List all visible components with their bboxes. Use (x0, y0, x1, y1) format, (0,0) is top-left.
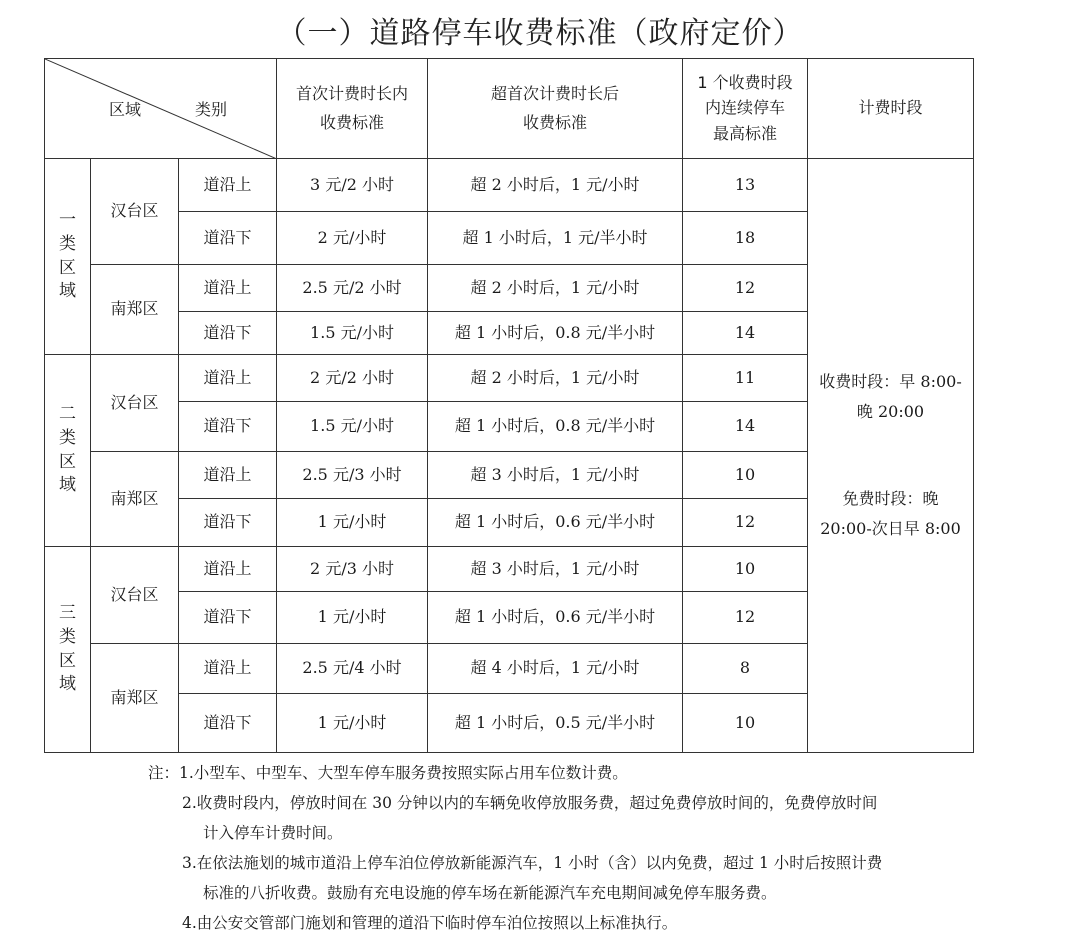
max-fee: 11 (683, 355, 808, 402)
header-first-period-line1: 首次计费时长内 (296, 84, 409, 104)
position-type: 道沿下 (179, 694, 277, 753)
header-after-first-line1: 超首次计费时长后 (491, 84, 620, 104)
after-first-fee: 超 1 小时后，0.6 元/半小时 (428, 499, 683, 547)
after-first-fee: 超 1 小时后，0.8 元/半小时 (428, 312, 683, 355)
district-cell: 南郑区 (91, 452, 179, 547)
first-period-fee: 2 元/2 小时 (277, 355, 428, 402)
header-max-line3: 最高标准 (713, 123, 778, 143)
max-fee: 18 (683, 212, 808, 265)
position-type: 道沿上 (179, 547, 277, 592)
position-type: 道沿上 (179, 265, 277, 312)
first-period-fee: 2.5 元/2 小时 (277, 265, 428, 312)
first-period-fee: 2 元/小时 (277, 212, 428, 265)
position-type: 道沿下 (179, 312, 277, 355)
header-billing-period: 计费时段 (808, 59, 974, 159)
district-cell: 汉台区 (91, 547, 179, 644)
position-type: 道沿上 (179, 159, 277, 212)
header-category: 类别 (195, 100, 228, 119)
first-period-fee: 1.5 元/小时 (277, 402, 428, 452)
page-title: （一）道路停车收费标准（政府定价） (276, 16, 804, 51)
first-period-fee: 1 元/小时 (277, 694, 428, 753)
after-first-fee: 超 1 小时后，0.8 元/半小时 (428, 402, 683, 452)
after-first-fee: 超 2 小时后，1 元/小时 (428, 355, 683, 402)
max-fee: 10 (683, 452, 808, 499)
first-period-fee: 1.5 元/小时 (277, 312, 428, 355)
zone-label: 三 类 区 域 (45, 547, 91, 753)
note-2-continued: 计入停车计费时间。 (203, 824, 343, 842)
district-cell: 汉台区 (91, 355, 179, 452)
district-cell: 南郑区 (91, 644, 179, 753)
header-area: 区域 (109, 100, 142, 119)
position-type: 道沿上 (179, 452, 277, 499)
header-max-line2: 内连续停车 (705, 98, 786, 118)
free-period-line2: 20:00-次日早 8:00 (820, 518, 961, 538)
header-first-period (277, 59, 428, 159)
max-fee: 14 (683, 312, 808, 355)
max-fee: 12 (683, 499, 808, 547)
notes-section (148, 758, 978, 938)
max-fee: 14 (683, 402, 808, 452)
first-period-fee: 3 元/2 小时 (277, 159, 428, 212)
charge-period-line1: 收费时段：早 8:00- (819, 371, 962, 391)
parking-fee-table (44, 58, 974, 753)
first-period-fee: 1 元/小时 (277, 592, 428, 644)
max-fee: 12 (683, 265, 808, 312)
position-type: 道沿下 (179, 402, 277, 452)
after-first-fee: 超 1 小时后，1 元/半小时 (428, 212, 683, 265)
max-fee: 10 (683, 694, 808, 753)
billing-period-cell (808, 159, 974, 753)
first-period-fee: 2.5 元/4 小时 (277, 644, 428, 694)
district-cell: 南郑区 (91, 265, 179, 355)
after-first-fee: 超 2 小时后，1 元/小时 (428, 265, 683, 312)
zone-label: 一 类 区 域 (45, 159, 91, 355)
first-period-fee: 2.5 元/3 小时 (277, 452, 428, 499)
district-cell: 汉台区 (91, 159, 179, 265)
diagonal-divider-line (45, 59, 277, 159)
header-max-line1: 1 个收费时段 (697, 72, 793, 92)
free-period-line1: 免费时段：晚 (842, 488, 939, 508)
max-fee: 12 (683, 592, 808, 644)
position-type: 道沿下 (179, 592, 277, 644)
header-first-period-line2: 收费标准 (320, 112, 385, 132)
position-type: 道沿下 (179, 212, 277, 265)
note-2: 2.收费时段内，停放时间在 30 分钟以内的车辆免收停放服务费，超过免费停放时间的，免费停放时间 (182, 794, 878, 812)
note-3-continued: 标准的八折收费。鼓励有充电设施的停车场在新能源汽车充电期间减免停车服务费。 (203, 884, 777, 902)
position-type: 道沿下 (179, 499, 277, 547)
after-first-fee: 超 3 小时后，1 元/小时 (428, 547, 683, 592)
first-period-fee: 1 元/小时 (277, 499, 428, 547)
after-first-fee: 超 1 小时后，0.5 元/半小时 (428, 694, 683, 753)
after-first-fee: 超 3 小时后，1 元/小时 (428, 452, 683, 499)
after-first-fee: 超 2 小时后，1 元/小时 (428, 159, 683, 212)
position-type: 道沿上 (179, 355, 277, 402)
header-after-first-line2: 收费标准 (523, 112, 588, 132)
corner-header-cell (45, 59, 277, 159)
note-1: 注：1.小型车、中型车、大型车停车服务费按照实际占用车位数计费。 (148, 764, 628, 782)
note-3: 3.在依法施划的城市道沿上停车泊位停放新能源汽车，1 小时（含）以内免费，超过 1 小时后按照计费 (182, 854, 883, 872)
max-fee: 10 (683, 547, 808, 592)
position-type: 道沿上 (179, 644, 277, 694)
table-row (45, 159, 974, 212)
max-fee: 13 (683, 159, 808, 212)
max-fee: 8 (683, 644, 808, 694)
note-4: 4.由公安交管部门施划和管理的道沿下临时停车泊位按照以上标准执行。 (182, 914, 678, 932)
header-after-first (428, 59, 683, 159)
charge-period-line2: 晚 20:00 (856, 402, 925, 422)
first-period-fee: 2 元/3 小时 (277, 547, 428, 592)
after-first-fee: 超 1 小时后，0.6 元/半小时 (428, 592, 683, 644)
after-first-fee: 超 4 小时后，1 元/小时 (428, 644, 683, 694)
zone-label: 二 类 区 域 (45, 355, 91, 547)
header-max-standard (683, 59, 808, 159)
